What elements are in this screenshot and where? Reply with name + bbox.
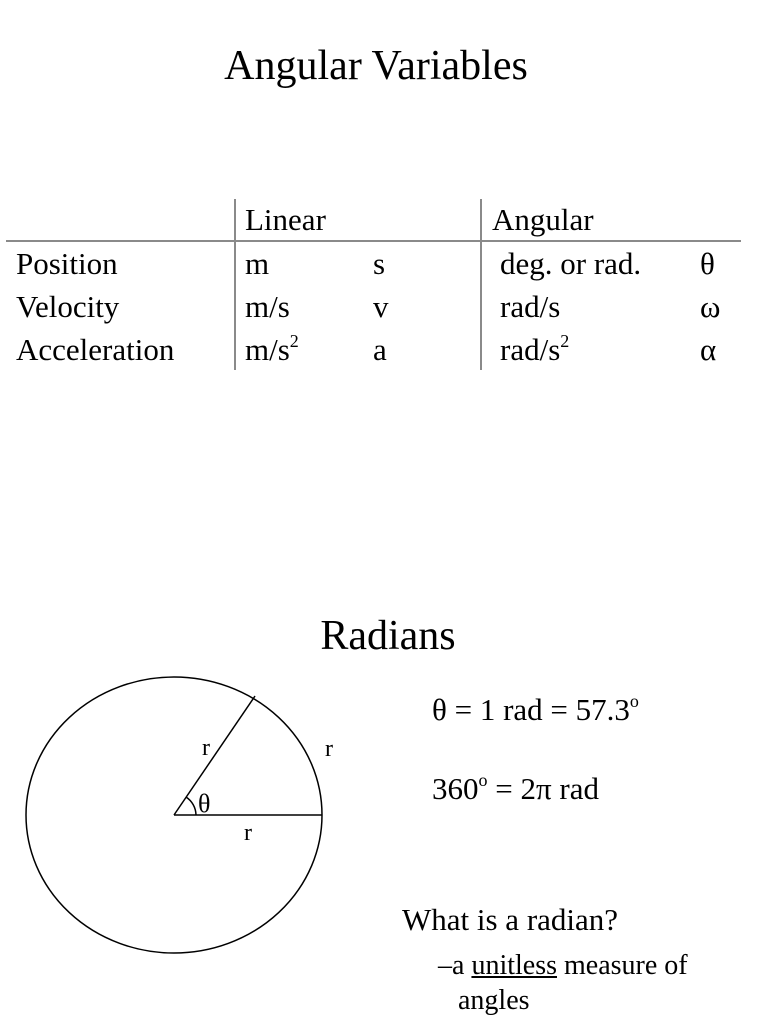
question-what-is-radian: What is a radian? [402, 902, 619, 937]
radius-label-line: r [202, 735, 210, 761]
table-divider-right [480, 199, 482, 370]
row-linear-unit: m/s [245, 289, 290, 324]
radian-circle-diagram [0, 660, 360, 960]
row-angular-unit: rad/$s^2$ [500, 331, 570, 367]
header-linear: Linear [245, 202, 326, 237]
bullet-unitless: –a unitless measure of [438, 950, 688, 981]
row-linear-symbol: s [373, 246, 386, 281]
table-divider-left [234, 199, 236, 370]
equation-one-radian: θ = 1 rad = $57.3^o$ [432, 691, 639, 727]
row-angular-symbol: α [700, 332, 717, 367]
row-angular-unit: deg. or rad. [500, 246, 642, 281]
radius-label-arc: r [325, 736, 333, 762]
radius-label-base: r [244, 820, 252, 846]
table-header-rule [6, 240, 741, 242]
row-quantity-velocity: Velocity [16, 289, 120, 324]
row-linear-unit: $m/s^2$ [245, 331, 299, 367]
row-linear-symbol: v [373, 289, 389, 324]
equation-360-degrees: $360^o = 2\pi$ rad [432, 770, 599, 806]
row-angular-symbol: θ [700, 246, 715, 281]
slide-title-radians: Radians [320, 613, 456, 659]
header-angular: Angular [492, 202, 594, 237]
row-linear-unit: m [245, 246, 270, 281]
row-angular-unit: rad/s [500, 289, 561, 324]
row-linear-symbol: a [373, 332, 387, 367]
row-angular-symbol: ω [700, 289, 721, 324]
slide-title-angular-variables: Angular Variables [224, 43, 528, 89]
superscript-2: 2 [289, 331, 299, 351]
row-quantity-acceleration: Acceleration [16, 332, 175, 367]
superscript-2: 2 [560, 331, 570, 351]
angle-theta-label: θ [198, 789, 211, 818]
row-quantity-position: Position [16, 246, 118, 281]
angle-arc [186, 797, 196, 815]
bullet-angles: angles [458, 985, 530, 1016]
